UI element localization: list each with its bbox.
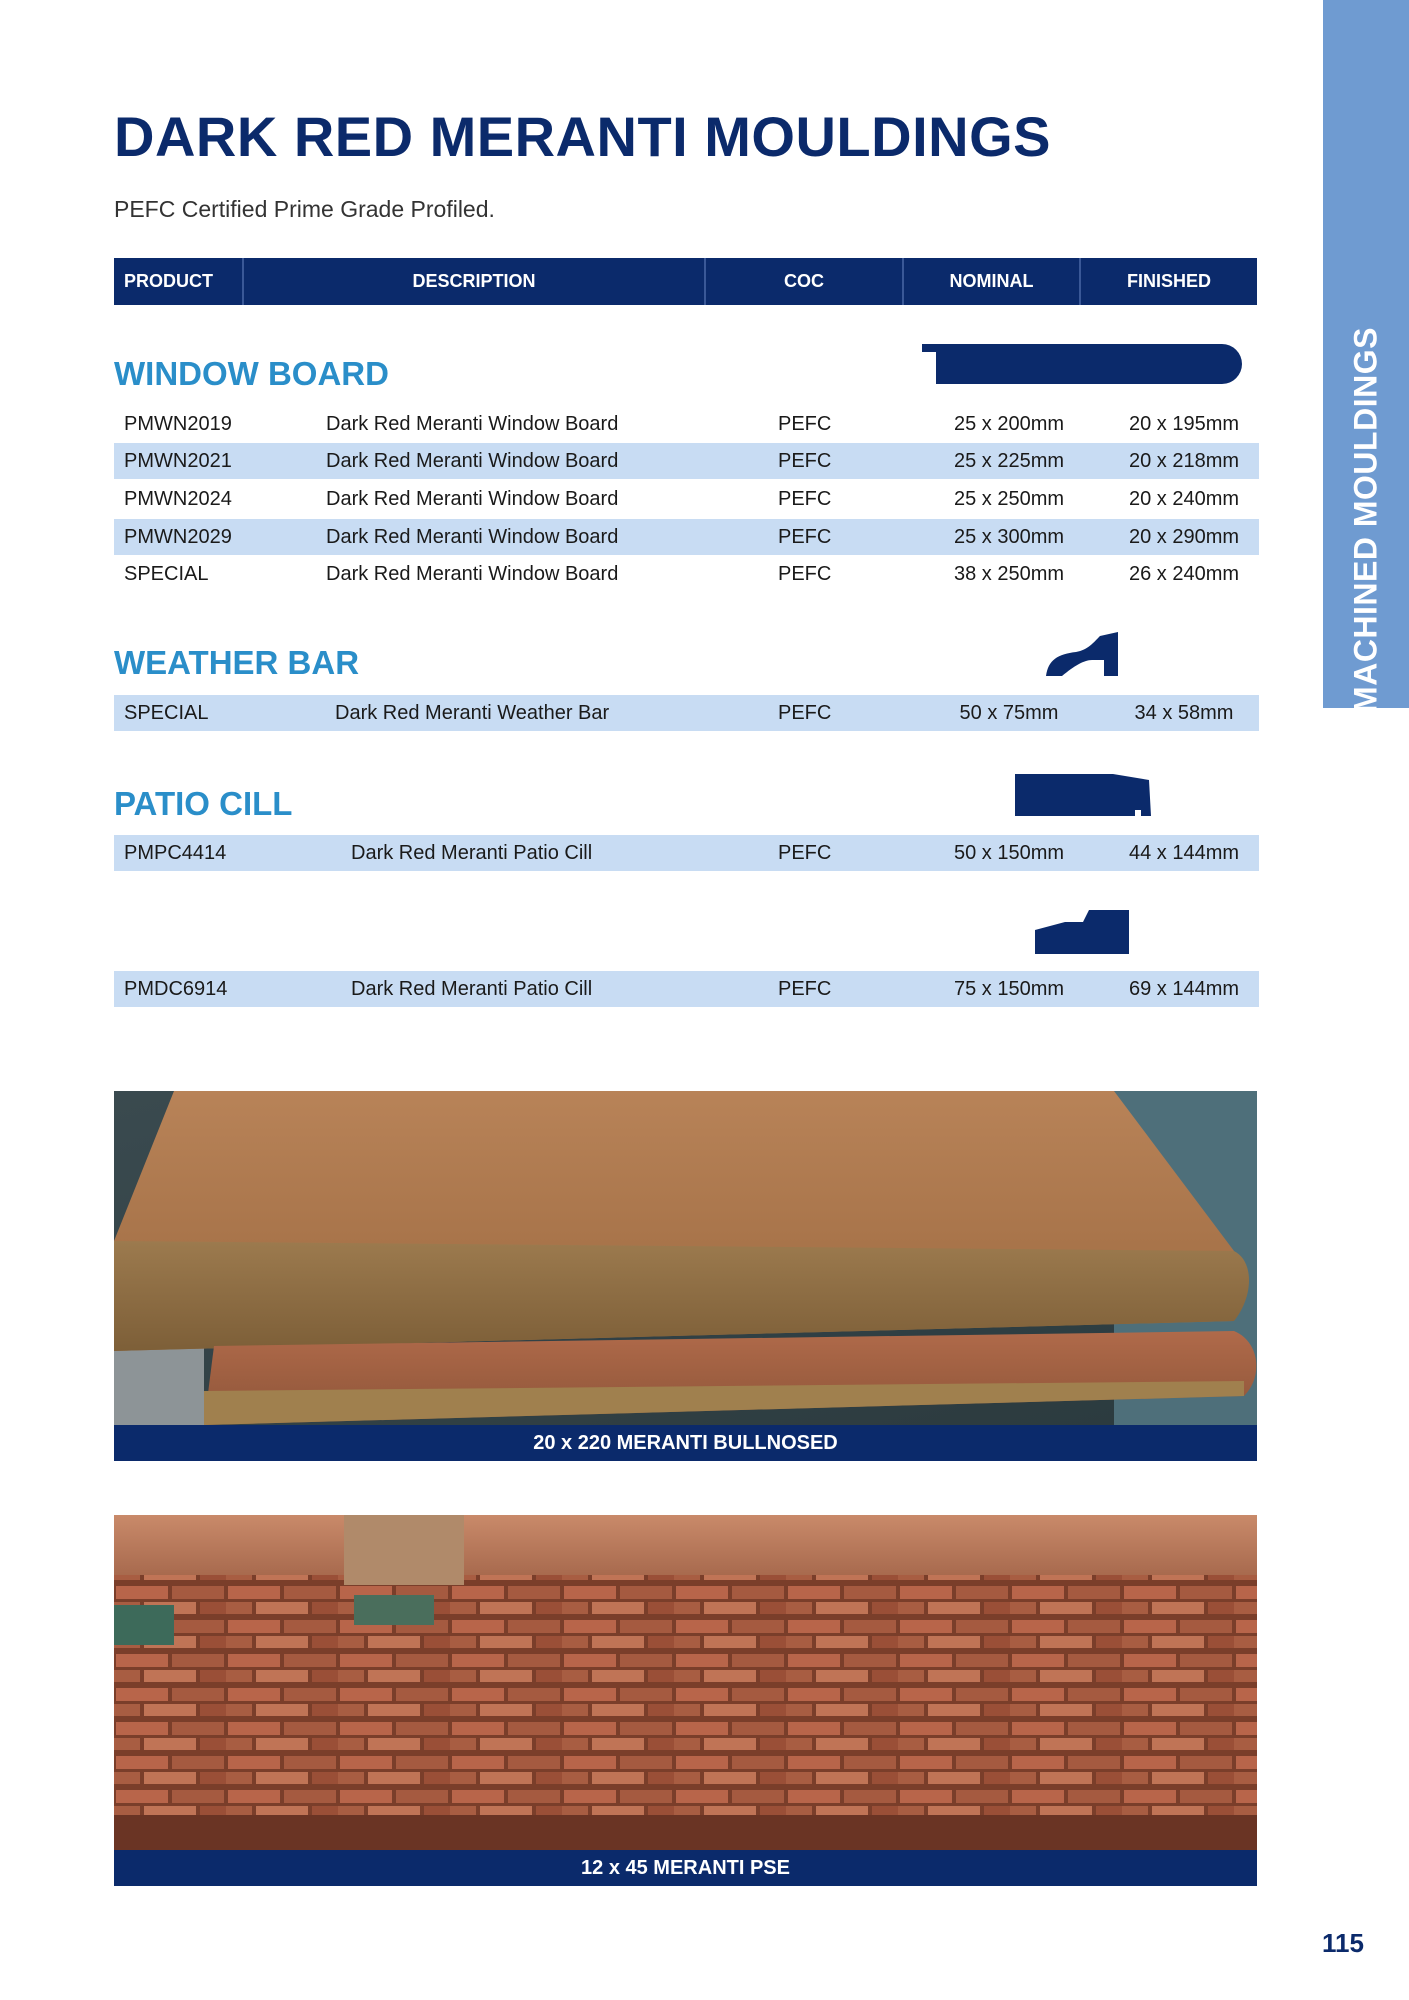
cell-product: PMWN2029 bbox=[124, 525, 232, 548]
column-header-description: DESCRIPTION bbox=[244, 258, 706, 305]
table-row bbox=[114, 443, 1259, 479]
window-board-profile-icon bbox=[922, 344, 1242, 386]
cell-nominal: 50 x 75mm bbox=[959, 701, 1059, 724]
photo-caption-bullnosed: 20 x 220 MERANTI BULLNOSED bbox=[114, 1425, 1257, 1461]
cell-description: Dark Red Meranti Patio Cill bbox=[351, 841, 593, 864]
side-tab-label: MACHINED MOULDINGS bbox=[1347, 327, 1384, 713]
cell-description: Dark Red Meranti Window Board bbox=[326, 449, 619, 472]
cell-coc: PEFC bbox=[778, 562, 832, 585]
column-header-nominal: NOMINAL bbox=[904, 258, 1081, 305]
cell-nominal: 25 x 200mm bbox=[953, 412, 1065, 435]
cell-finished: 20 x 240mm bbox=[1128, 487, 1240, 510]
patio-cill-profile-icon bbox=[1013, 772, 1153, 818]
bullnosed-board-photo bbox=[114, 1091, 1257, 1425]
cell-finished: 26 x 240mm bbox=[1128, 562, 1240, 585]
cell-coc: PEFC bbox=[778, 487, 832, 510]
cell-finished: 44 x 144mm bbox=[1128, 841, 1240, 864]
page-title: DARK RED MERANTI MOULDINGS bbox=[114, 105, 1051, 168]
cell-product: SPECIAL bbox=[124, 562, 209, 585]
cell-coc: PEFC bbox=[778, 701, 832, 724]
cell-coc: PEFC bbox=[778, 449, 832, 472]
cell-nominal: 50 x 150mm bbox=[953, 841, 1065, 864]
cell-description: Dark Red Meranti Window Board bbox=[326, 562, 619, 585]
cell-product: PMPC4414 bbox=[124, 841, 227, 864]
cell-nominal: 38 x 250mm bbox=[953, 562, 1065, 585]
column-header-finished: FINISHED bbox=[1126, 271, 1211, 291]
cell-finished: 69 x 144mm bbox=[1128, 977, 1240, 1000]
column-header-product: PRODUCT bbox=[114, 258, 244, 305]
table-header bbox=[114, 258, 1257, 305]
cell-product: PMWN2024 bbox=[124, 487, 232, 510]
section-title-patio-cill: PATIO CILL bbox=[114, 785, 293, 822]
cell-finished: 34 x 58mm bbox=[1134, 701, 1234, 724]
cell-nominal: 25 x 300mm bbox=[953, 525, 1065, 548]
column-header-coc: COC bbox=[706, 258, 904, 305]
cell-finished: 20 x 218mm bbox=[1128, 449, 1240, 472]
table-row bbox=[114, 406, 1259, 442]
cell-finished: 20 x 290mm bbox=[1128, 525, 1240, 548]
cell-coc: PEFC bbox=[778, 412, 832, 435]
table-row bbox=[114, 481, 1259, 517]
table-row bbox=[114, 519, 1259, 555]
table-row bbox=[114, 971, 1259, 1007]
patio-cill-deep-profile-icon bbox=[1033, 908, 1131, 956]
page-number: 115 bbox=[1322, 1928, 1364, 1958]
cell-nominal: 25 x 225mm bbox=[953, 449, 1065, 472]
cell-description: Dark Red Meranti Patio Cill bbox=[351, 977, 593, 1000]
cell-coc: PEFC bbox=[778, 977, 832, 1000]
section-title-weather-bar: WEATHER BAR bbox=[114, 644, 360, 681]
table-row bbox=[114, 835, 1259, 871]
cell-description: Dark Red Meranti Window Board bbox=[326, 487, 619, 510]
cell-finished: 20 x 195mm bbox=[1128, 412, 1240, 435]
page-subtitle: PEFC Certified Prime Grade Profiled. bbox=[114, 196, 495, 222]
cell-product: PMWN2019 bbox=[124, 412, 232, 435]
weather-bar-profile-icon bbox=[1044, 630, 1120, 678]
cell-product: PMWN2021 bbox=[124, 449, 232, 472]
cell-product: PMDC6914 bbox=[124, 977, 228, 1000]
pse-timber-stack-photo bbox=[114, 1515, 1257, 1850]
cell-nominal: 75 x 150mm bbox=[953, 977, 1065, 1000]
table-row bbox=[114, 695, 1259, 731]
cell-product: SPECIAL bbox=[124, 701, 209, 724]
section-title-window-board: WINDOW BOARD bbox=[114, 355, 389, 392]
cell-description: Dark Red Meranti Weather Bar bbox=[335, 701, 610, 724]
cell-nominal: 25 x 250mm bbox=[953, 487, 1065, 510]
cell-description: Dark Red Meranti Window Board bbox=[326, 525, 619, 548]
cell-description: Dark Red Meranti Window Board bbox=[326, 412, 619, 435]
cell-coc: PEFC bbox=[778, 841, 832, 864]
cell-coc: PEFC bbox=[778, 525, 832, 548]
table-row bbox=[114, 556, 1259, 592]
photo-caption-pse: 12 x 45 MERANTI PSE bbox=[114, 1850, 1257, 1886]
